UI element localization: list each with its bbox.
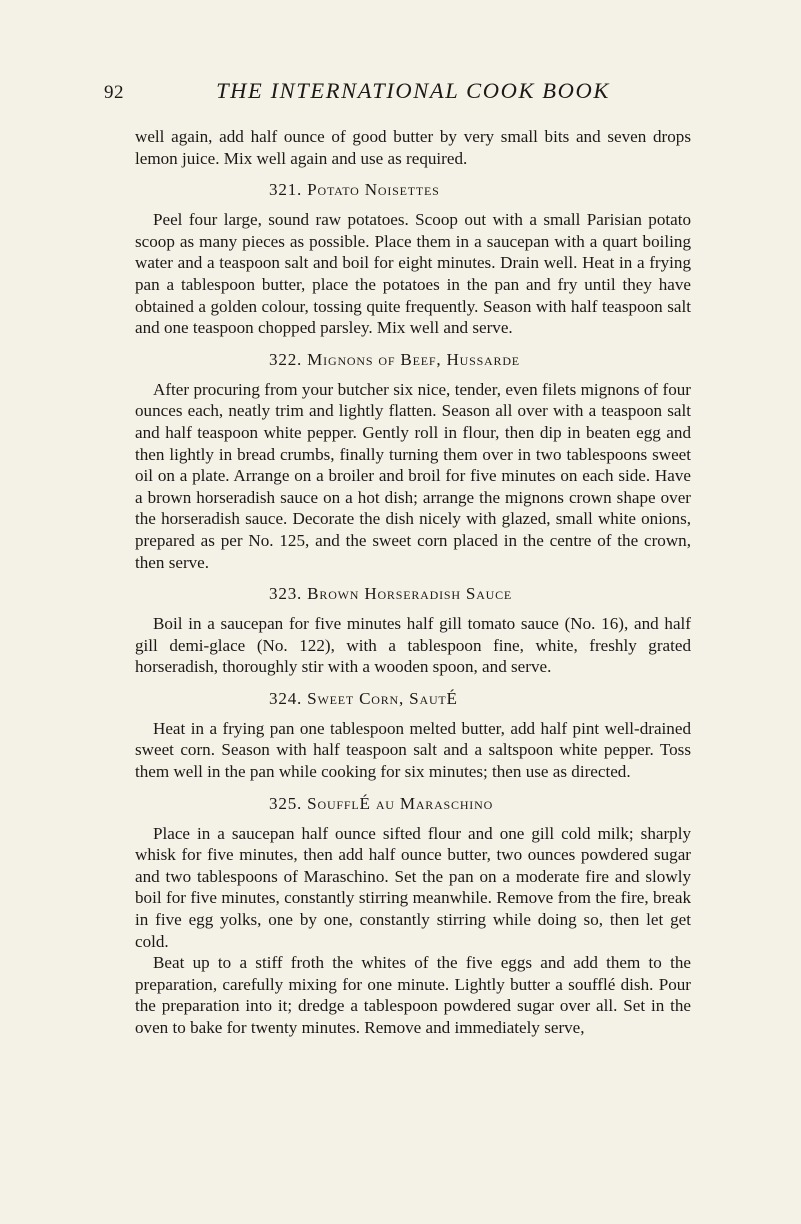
recipe-heading: 324. Sweet Corn, SautÉ [269, 688, 458, 708]
recipe-325 [135, 793, 691, 1039]
recipe-heading: 323. Brown Horseradish Sauce [269, 584, 513, 604]
recipe-paragraph: Boil in a saucepan for five minutes half gill tomato sauce (No. 16), and half gill demi-glace (No. 122), with a tablespoon fine, white, freshly grated horseradish, thoroughly stir with a wooden spoon, and serve. [135, 614, 691, 677]
recipe-heading: 322. Mignons of Beef, Hussarde [269, 349, 520, 369]
continued-paragraph: well again, add half ounce of good butter by very small bits and seven drops lemon juice. Mix well again and use as required. [135, 127, 691, 168]
recipe-heading: 325. SoufflÉ au Maraschino [269, 793, 494, 813]
recipe-heading: 321. Potato Noisettes [269, 180, 440, 200]
recipe-paragraph: Place in a saucepan half ounce sifted flour and one gill cold milk; sharply whisk for five minutes, then add half ounce butter, two ounces powdered sugar and two tablespoons of Maraschino. Set the pan on a moderate fire and slowly boil for five minutes, constantly stirring meanwhile. Remove from the fire, break in five egg yolks, one by one, constantly stirring while doing so, then let get cold. [135, 823, 691, 951]
recipe-321 [135, 179, 691, 339]
recipe-322 [135, 349, 691, 573]
book-page [104, 72, 691, 1039]
running-header [104, 72, 691, 112]
recipe-paragraph: Heat in a frying pan one tablespoon melted butter, add half pint well-drained sweet corn. Season with half teaspoon salt and a saltspoon white pepper. Toss them well in the pan while cooking for six minutes; then use as directed. [135, 718, 691, 782]
recipe-323 [135, 583, 691, 678]
book-title: THE INTERNATIONAL COOK BOOK [216, 78, 610, 103]
recipe-paragraph: Beat up to a stiff froth the whites of the five eggs and add them to the preparation, carefully mixing for one minute. Lightly butter a soufflé dish. Pour the preparation into it; dredge a tablespoon powdered sugar over all. Set in the oven to bake for twenty minutes. Remove and immediately serve, [135, 953, 691, 1037]
recipe-324 [135, 688, 691, 783]
recipe-paragraph: After procuring from your butcher six nice, tender, even filets mignons of four ounces each, neatly trim and lightly flatten. Season all over with a teaspoon salt and half teaspoon white pepper. Gently roll in flour, then dip in beaten egg and then lightly in bread crumbs, finally turning them over in two tablespoons sweet oil on a plate. Arrange on a broiler and broil for five minutes on each side. Have a brown horseradish sauce on a hot dish; arrange the mignons crown shape over the horseradish sauce. Decorate the dish nicely with glazed, small white onions, prepared as per No. 125, and the sweet corn placed in the centre of the crown, then serve. [135, 379, 691, 572]
page-number: 92 [104, 82, 124, 103]
recipe-paragraph: Peel four large, sound raw potatoes. Scoop out with a small Parisian potato scoop as many pieces as possible. Place them in a saucepan with a quart boiling water and a teaspoon salt and boil for eight minutes. Drain well. Heat in a frying pan a tablespoon butter, place the potatoes in the pan and fry until they have obtained a golden colour, tossing quite frequently. Season with half teaspoon salt and one teaspoon chopped parsley. Mix well and serve. [135, 210, 691, 338]
